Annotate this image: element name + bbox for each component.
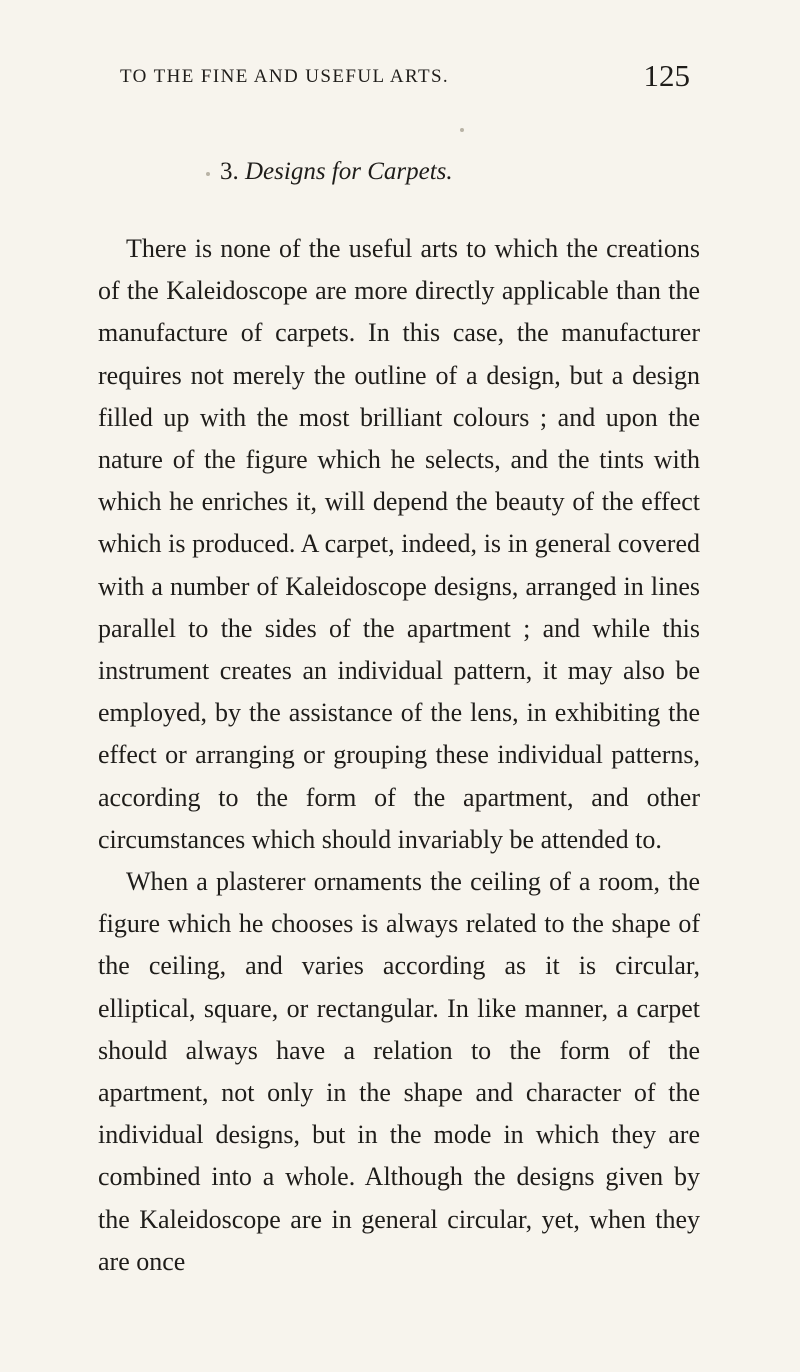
running-title: TO THE FINE AND USEFUL ARTS. bbox=[120, 66, 450, 87]
section-heading bbox=[220, 158, 453, 186]
page-number: 125 bbox=[643, 58, 690, 93]
running-header bbox=[110, 60, 690, 100]
section-title: Designs for Carpets. bbox=[245, 158, 453, 185]
print-speck bbox=[206, 172, 210, 176]
section-number: 3. bbox=[220, 158, 239, 185]
body-text bbox=[98, 228, 700, 1283]
paragraph-carpets: There is none of the useful arts to which the creations of the Kaleidoscope are more directly applicable than the manufacture of carpets. In this case, the manufacturer requires not merely the outline of a design, but a design filled up with the most brilliant colours ; and upon the nature of the figure which he selects, and the tints with which he enriches it, will depend the beauty of the effect which is produced. A carpet, indeed, is in general covered with a number of Kaleidoscope designs, arranged in lines parallel to the sides of the apartment ; and while this instrument creates an individual pattern, it may also be employed, by the assistance of the lens, in exhibiting the effect or arranging or grouping these individual patterns, according to the form of the apartment, and other circumstances which should invariably be attended to. bbox=[98, 234, 700, 854]
paragraph-plasterer: When a plasterer ornaments the ceiling of a room, the figure which he chooses is always related to the shape of the ceiling, and varies according as it is circular, elliptical, square, or rectangular. In like manner, a carpet should always have a relation to the form of the apartment, not only in the shape and character of the individual designs, but in the mode in which they are combined into a whole. Although the designs given by the Kaleidoscope are in general circular, yet, when they are once bbox=[98, 867, 700, 1276]
print-speck bbox=[460, 128, 464, 132]
